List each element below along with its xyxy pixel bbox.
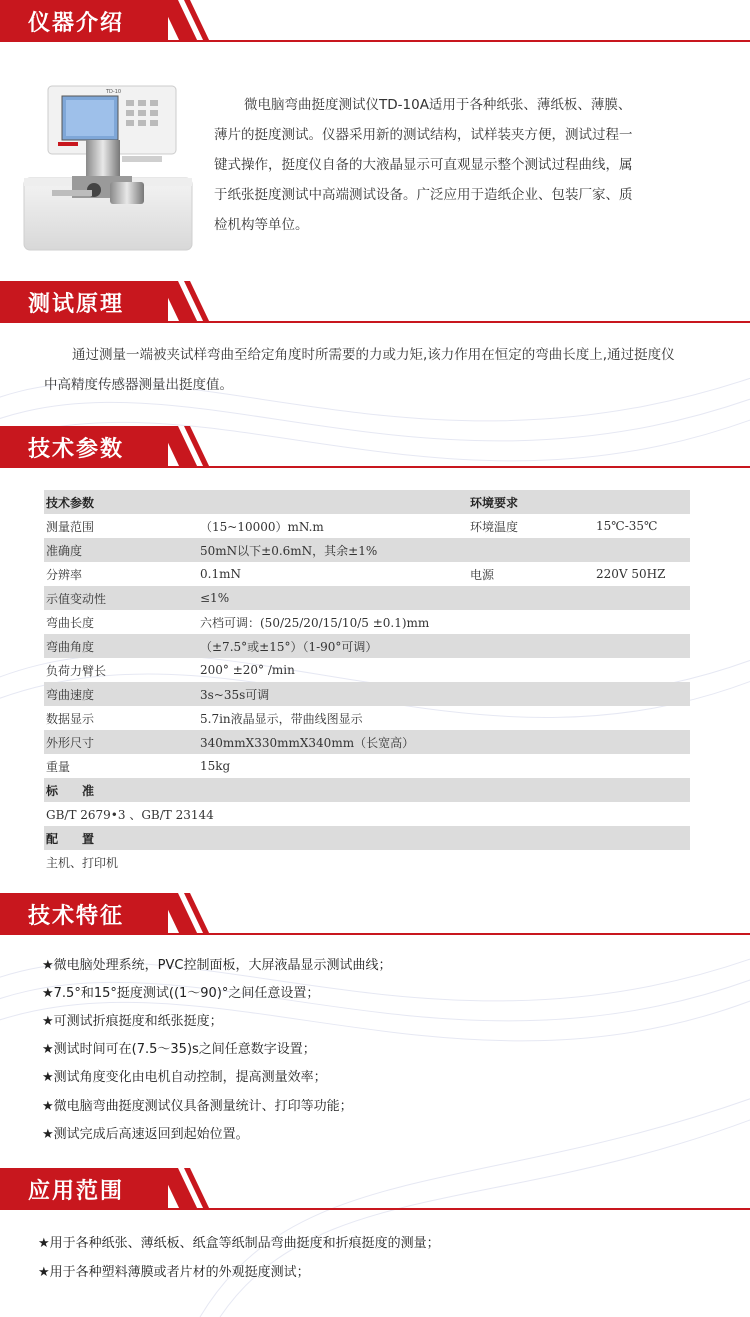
feature-item: ★微电脑弯曲挺度测试仪具备测量统计、打印等功能；: [42, 1099, 353, 1114]
table-row: [44, 586, 690, 610]
intro-line: 键式操作，挺度仪自备的大液晶显示可直观显示整个测试过程曲线，属: [214, 157, 633, 173]
env-value: 220V 50HZ: [596, 567, 666, 581]
spec-value: 200° ±20° /min: [200, 663, 295, 677]
standard-label: 标 准: [44, 778, 690, 802]
section-header-principle: [0, 281, 750, 323]
intro-line: 检机构等单位。: [214, 217, 309, 233]
env-label: [468, 586, 594, 610]
spec-value: 50mN以下±0.6mN，其余±1%: [198, 538, 468, 562]
standard-header-row: [44, 778, 690, 802]
product-image: [22, 78, 200, 253]
config-header-row: [44, 826, 690, 850]
section-header-specs: [0, 426, 750, 468]
application-item: ★用于各种纸张、薄纸板、纸盒等纸制品弯曲挺度和折痕挺度的测量；: [38, 1236, 440, 1251]
section-title-principle: 测试原理: [28, 292, 125, 317]
table-row: [44, 562, 690, 586]
intro-line: 薄片的挺度测试。仪器采用新的测试结构，试样装夹方便，测试过程一: [214, 127, 633, 143]
spec-value: 340mmX330mmX340mm（长宽高）: [198, 730, 468, 754]
config-value: 主机、打印机: [46, 855, 119, 870]
table-row: [44, 634, 690, 658]
spec-label: 数据显示: [46, 711, 95, 726]
standard-value: GB/T 2679•3 、GB/T 23144: [46, 807, 214, 822]
env-label: [468, 658, 594, 682]
spec-label: 重量: [46, 759, 71, 774]
table-row: [44, 754, 690, 778]
env-label: [468, 754, 594, 778]
section-header-intro: [0, 0, 750, 42]
spec-value: （±7.5°或±15°）（1-90°可调）: [198, 634, 468, 658]
env-label: [468, 538, 594, 562]
table-row: [44, 610, 690, 634]
section-title-specs: 技术参数: [28, 437, 125, 462]
env-label: [468, 610, 594, 634]
env-value: [594, 586, 690, 610]
spec-value: 5.7in液晶显示，带曲线图显示: [200, 711, 363, 726]
section-title-intro: 仪器介绍: [28, 11, 125, 36]
intro-line: 微电脑弯曲挺度测试仪TD-10A适用于各种纸张、薄纸板、薄膜、: [244, 97, 632, 113]
application-item: ★用于各种塑料薄膜或者片材的外观挺度测试；: [38, 1265, 310, 1280]
env-value: [594, 538, 690, 562]
feature-item: ★7.5°和15°挺度测试((1～90)°之间任意设置；: [42, 986, 320, 1001]
section-header-applications: [0, 1168, 750, 1210]
table-row: [44, 730, 690, 754]
table-row: [44, 682, 690, 706]
device-label: TD-10: [106, 89, 122, 95]
table-row: [44, 706, 690, 730]
spec-value: 15kg: [200, 759, 231, 773]
feature-item: ★测试角度变化由电机自动控制，提高测量效率；: [42, 1070, 327, 1085]
feature-item: ★可测试折痕挺度和纸张挺度；: [42, 1014, 223, 1029]
principle-line: 通过测量一端被夹试样弯曲至给定角度时所需要的力或力矩,该力作用在恒定的弯曲长度上,通过挺度仪: [72, 347, 675, 363]
spec-label: 弯曲长度: [46, 615, 95, 630]
principle-paragraph: [44, 340, 724, 400]
section-header-features: [0, 893, 750, 935]
table-row: [44, 538, 690, 562]
spec-value: 0.1mN: [200, 567, 241, 581]
feature-item: ★微电脑处理系统，PVC控制面板，大屏液晶显示测试曲线；: [42, 958, 392, 973]
section-title-applications: 应用范围: [28, 1179, 125, 1204]
env-label: 电源: [470, 567, 495, 582]
env-label: [468, 730, 594, 754]
intro-paragraph: [214, 90, 714, 240]
env-value: [594, 706, 690, 730]
table-header-cell: 技术参数: [44, 490, 198, 514]
env-value: [594, 610, 690, 634]
standard-value-row: [44, 802, 690, 826]
env-value: [594, 634, 690, 658]
feature-item: ★测试时间可在(7.5～35)s之间任意数字设置；: [42, 1042, 316, 1057]
env-value: [594, 730, 690, 754]
env-value: [594, 754, 690, 778]
env-label: [468, 706, 594, 730]
table-header-row: [44, 490, 690, 514]
env-label: [468, 682, 594, 706]
env-value: [594, 682, 690, 706]
section-title-features: 技术特征: [28, 904, 125, 929]
table-row: [44, 514, 690, 538]
spec-label: 负荷力臂长: [46, 663, 107, 678]
env-value: 15℃-35℃: [596, 519, 658, 533]
config-value-row: [44, 850, 690, 874]
table-header-cell: 环境要求: [468, 490, 594, 514]
principle-line: 中高精度传感器测量出挺度值。: [44, 377, 233, 393]
spec-label: 测量范围: [46, 519, 95, 534]
spec-label: 示值变动性: [44, 586, 198, 610]
config-label: 配 置: [44, 826, 690, 850]
spec-table: [44, 490, 690, 874]
spec-label: 弯曲速度: [44, 682, 198, 706]
spec-label: 分辨率: [46, 567, 83, 582]
spec-value: （15~10000）mN.m: [200, 519, 324, 534]
env-label: 环境温度: [470, 519, 519, 534]
spec-label: 准确度: [44, 538, 198, 562]
env-value: [594, 658, 690, 682]
spec-value: ≤1%: [198, 586, 468, 610]
spec-value: 3s~35s可调: [198, 682, 468, 706]
env-label: [468, 634, 594, 658]
spec-label: 弯曲角度: [44, 634, 198, 658]
table-row: [44, 658, 690, 682]
feature-item: ★测试完成后高速返回到起始位置。: [42, 1127, 249, 1142]
spec-label: 外形尺寸: [44, 730, 198, 754]
intro-line: 于纸张挺度测试中高端测试设备。广泛应用于造纸企业、包装厂家、质: [214, 187, 633, 203]
spec-value: 六档可调：(50/25/20/15/10/5 ±0.1)mm: [200, 615, 430, 630]
